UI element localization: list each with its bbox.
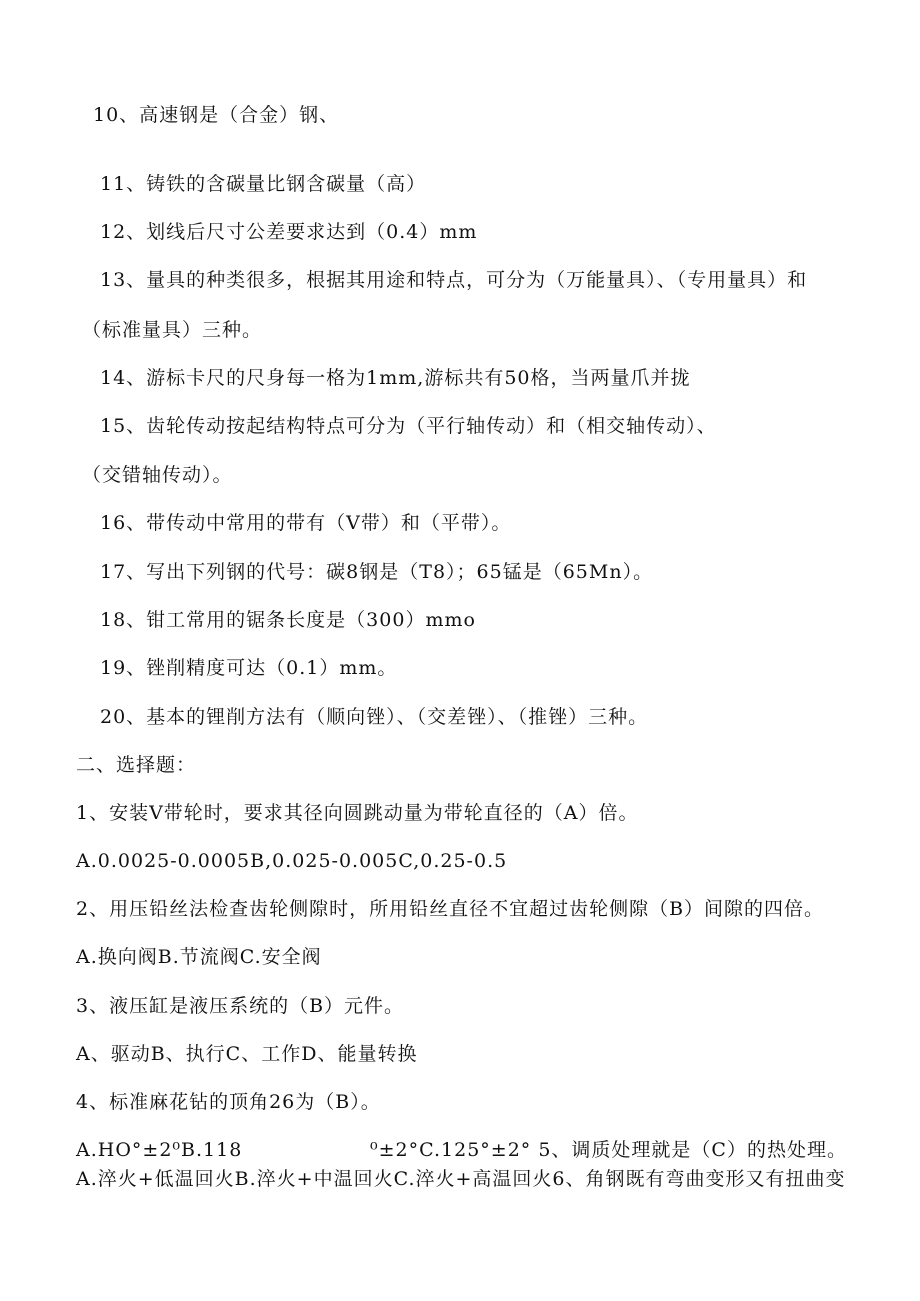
choice-question-2: 2、用压铅丝法检查齿轮侧隙时，所用铅丝直径不宜超过齿轮侧隙（B）间隙的四倍。	[76, 898, 825, 920]
choice-question-3-options: A、驱动B、执行C、工作D、能量转换	[76, 1043, 418, 1065]
choice-question-2-options: A.换向阀B.节流阀C.安全阀	[76, 946, 322, 968]
choice-question-4-options-part-2: ⁰±2°C.125°±2° 5、调质处理就是（C）的热处理。	[370, 1139, 847, 1161]
question-11: 11、铸铁的含碳量比钢含碳量（高）	[100, 173, 427, 195]
choice-question-1: 1、安装V带轮时，要求其径向圆跳动量为带轮直径的（A）倍。	[76, 802, 639, 824]
choice-question-1-options: A.0.0025-0.0005B,0.025-0.005C,0.25-0.5	[76, 850, 508, 872]
question-15-continued: （交错轴传动）。	[82, 464, 233, 486]
choice-question-4: 4、标准麻花钻的顶角26为（B）。	[76, 1091, 381, 1113]
question-13: 13、量具的种类很多，根据其用途和特点，可分为（万能量具）、（专用量具）和	[100, 269, 808, 291]
question-14: 14、游标卡尺的尺身每一格为1mm,游标共有50格，当两量爪并拢	[100, 367, 691, 389]
question-19: 19、锉削精度可达（0.1）mm。	[100, 657, 398, 679]
question-17: 17、写出下列钢的代号：碳8钢是（T8）；65锰是（65Mn）。	[100, 561, 654, 583]
choice-question-4-options-part-1: A.HO°±2⁰B.118	[76, 1139, 243, 1161]
question-13-continued: （标准量具）三种。	[82, 319, 263, 341]
section-title: 二、选择题：	[76, 754, 197, 776]
question-15: 15、齿轮传动按起结构特点可分为（平行轴传动）和（相交轴传动）、	[100, 415, 717, 437]
question-16: 16、带传动中常用的带有（V带）和（平带）。	[100, 512, 512, 534]
choice-question-5-options: A.淬火+低温回火B.淬火+中温回火C.淬火+高温回火6、角钢既有弯曲变形又有扭曲变	[76, 1168, 846, 1190]
question-20: 20、基本的锂削方法有（顺向锉）、（交差锉）、（推锉）三种。	[100, 706, 649, 728]
choice-question-3: 3、液压缸是液压系统的（B）元件。	[76, 995, 405, 1017]
question-12: 12、划线后尺寸公差要求达到（0.4）mm	[100, 221, 478, 243]
question-18: 18、钳工常用的锯条长度是（300）mmo	[100, 609, 476, 631]
question-10: 10、高速钢是（合金）钢、	[93, 104, 340, 126]
